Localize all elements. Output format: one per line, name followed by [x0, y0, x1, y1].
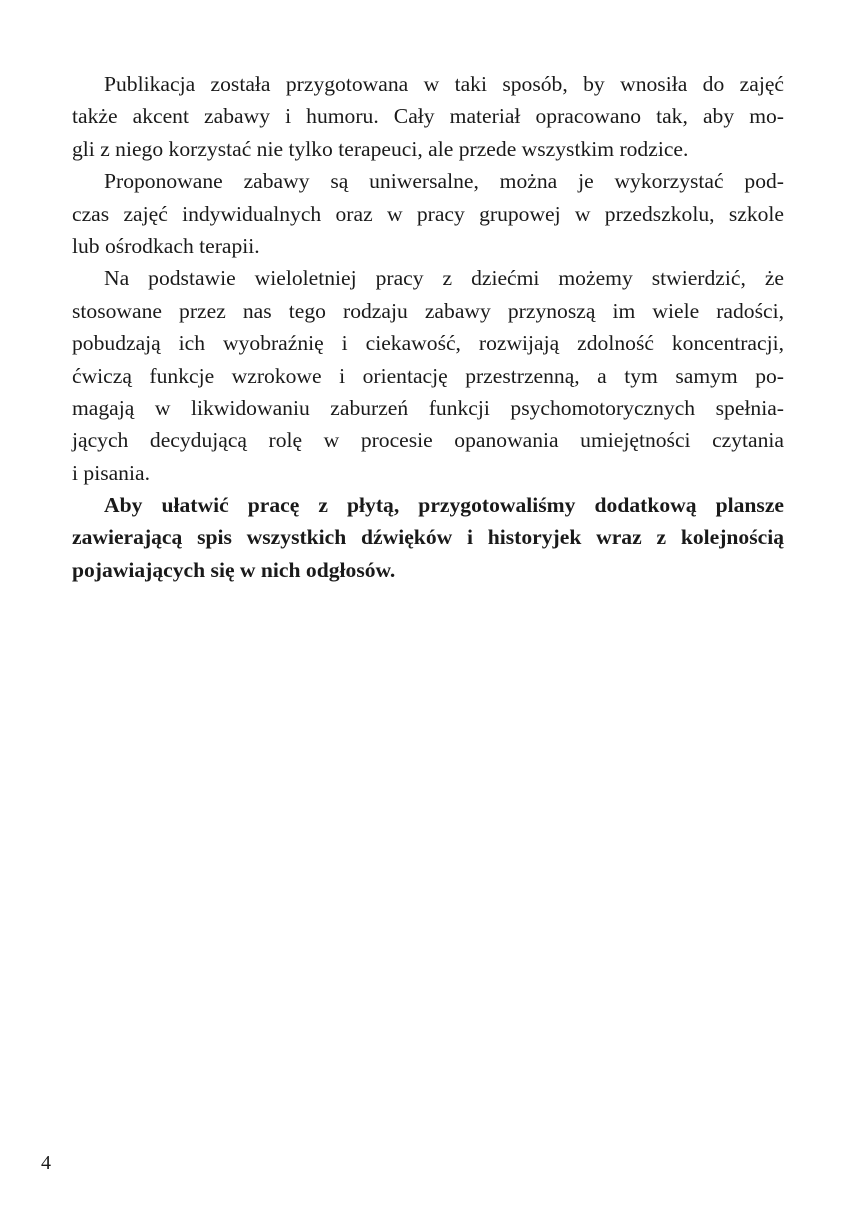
text-line: gli z niego korzystać nie tylko terapeuci, ale przede wszystkim rodzice. — [72, 136, 689, 161]
text-line: stosowane przez nas tego rodzaju zabawy przynoszą im wiele radości, — [72, 298, 784, 323]
page-number: 4 — [41, 1152, 51, 1174]
text-line: pojawiających się w nich odgłosów. — [72, 557, 396, 582]
paragraph-1 — [72, 68, 784, 165]
text-line: ćwiczą funkcje wzrokowe i orientację przestrzenną, a tym samym po- — [72, 363, 784, 388]
text-line: Publikacja została przygotowana w taki sposób, by wnosiła do zajęć — [104, 72, 784, 96]
text-line: Proponowane zabawy są uniwersalne, można je wykorzystać pod- — [104, 169, 784, 194]
text-line: lub ośrodkach terapii. — [72, 233, 260, 258]
text-line: także akcent zabawy i humoru. Cały materiał opracowano tak, aby mo- — [72, 104, 784, 129]
text-line: Na podstawie wieloletniej pracy z dziećmi możemy stwierdzić, że — [104, 266, 784, 291]
text-line: Aby ułatwić pracę z płytą, przygotowaliśmy dodatkową plansze — [104, 493, 784, 518]
paragraph-4-bold — [72, 489, 784, 586]
body-text — [72, 68, 784, 586]
text-line: czas zajęć indywidualnych oraz w pracy grupowej w przedszkolu, szkole — [72, 201, 784, 226]
text-line: i pisania. — [72, 460, 150, 485]
text-line: zawierającą spis wszystkich dźwięków i historyjek wraz z kolejnością — [72, 525, 784, 550]
paragraph-3 — [72, 262, 784, 489]
text-line: pobudzają ich wyobraźnię i ciekawość, rozwijają zdolność koncentracji, — [72, 331, 784, 356]
text-line: magają w likwidowaniu zaburzeń funkcji psychomotorycznych spełnia- — [72, 395, 784, 420]
paragraph-2 — [72, 165, 784, 262]
text-line: jących decydującą rolę w procesie opanowania umiejętności czytania — [72, 428, 784, 453]
